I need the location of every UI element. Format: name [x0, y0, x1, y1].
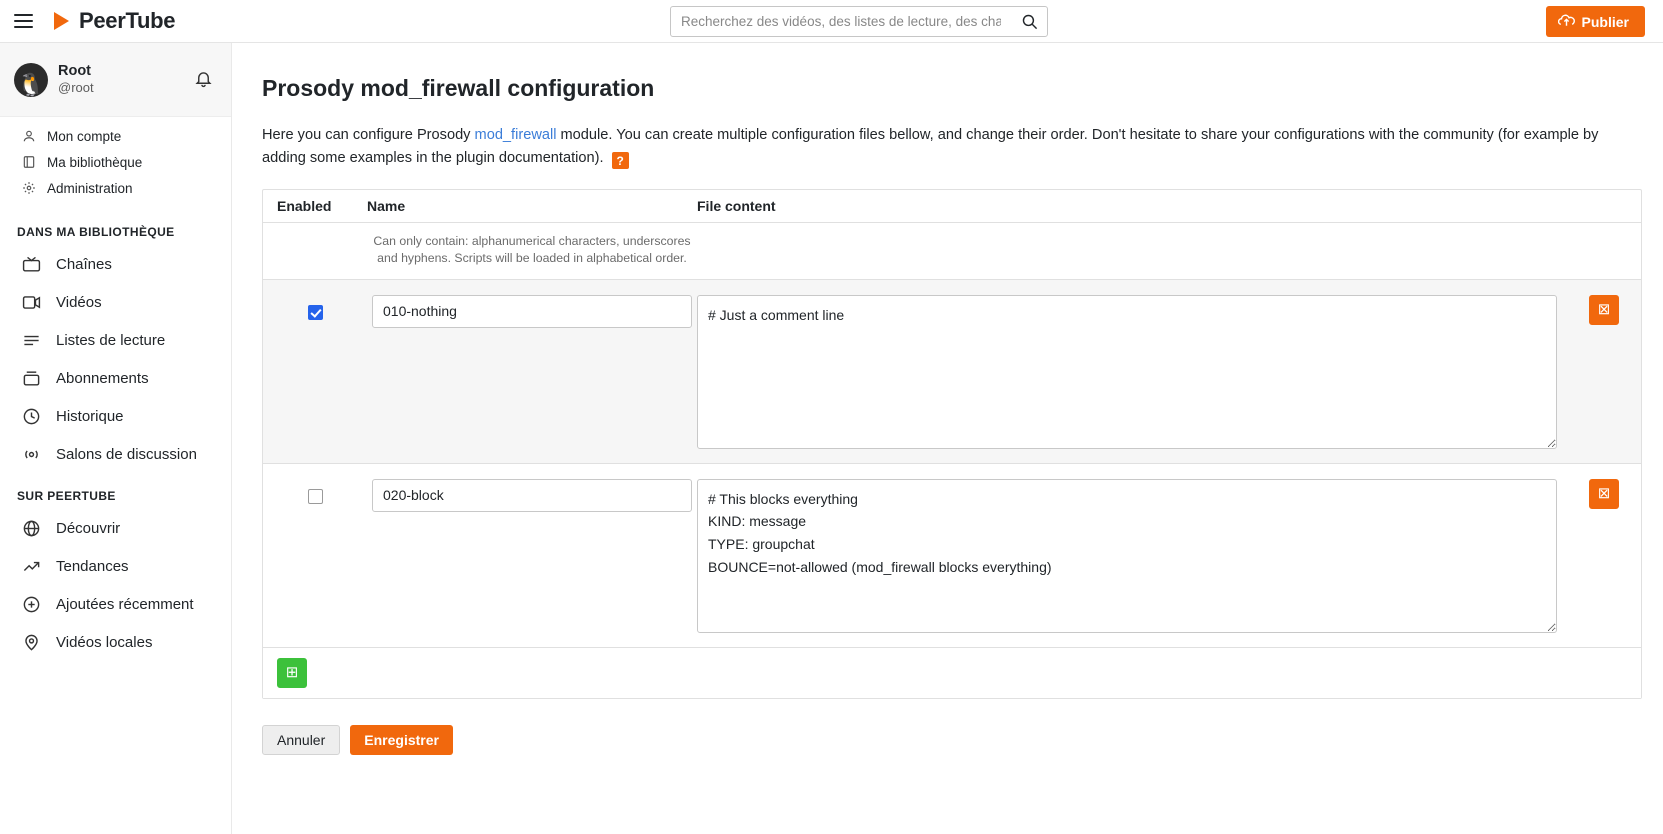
video-icon — [20, 293, 42, 312]
gear-icon — [20, 181, 37, 195]
column-header-file-content: File content — [697, 198, 776, 215]
delete-row-button[interactable]: ⊠ — [1589, 479, 1619, 509]
mod-firewall-link[interactable]: mod_firewall — [474, 127, 557, 143]
sidebar-item-administration[interactable] — [0, 175, 231, 201]
main-content — [232, 43, 1663, 834]
sidebar-item-videos[interactable] — [0, 283, 231, 321]
bell-icon[interactable] — [194, 69, 213, 93]
library-icon — [20, 155, 37, 169]
avatar[interactable]: 🐧 — [14, 63, 48, 97]
row-actions-cell — [1567, 479, 1641, 509]
play-triangle-icon — [54, 12, 69, 30]
user-icon — [20, 129, 37, 143]
firewall-config-table — [262, 189, 1642, 698]
sidebar-item-label: Ma bibliothèque — [47, 154, 143, 170]
sidebar-section-peertube-title: SUR PEERTUBE — [17, 489, 116, 503]
upload-cloud-icon — [1558, 13, 1575, 30]
sidebar-item-label: Listes de lecture — [56, 331, 166, 349]
table-row — [263, 464, 1641, 648]
row-enabled-cell — [263, 295, 367, 320]
publish-label: Publier — [1581, 13, 1629, 30]
tv-icon — [20, 255, 42, 274]
sidebar-peertube-items — [0, 509, 231, 661]
sidebar-item-label: Découvrir — [56, 519, 121, 537]
subscriptions-icon — [20, 369, 42, 388]
sidebar-item-abonnements[interactable] — [0, 359, 231, 397]
help-badge[interactable]: ? — [612, 152, 629, 169]
row-enabled-cell — [263, 479, 367, 504]
intro-text-after: module. You can create multiple configuration files bellow, and change their order. Don't hesitate to share your configurations with the community (for example by adding some examples in the plugin documentation). — [262, 127, 1599, 166]
table-footer — [263, 648, 1641, 698]
form-actions — [262, 725, 1637, 755]
column-header-enabled: Enabled — [277, 198, 332, 215]
sidebar-item-label: Mon compte — [47, 128, 122, 144]
sidebar-item-salons-de-discussion[interactable] — [0, 435, 231, 473]
row-name-cell — [367, 479, 697, 512]
name-input[interactable] — [372, 479, 692, 512]
enabled-checkbox[interactable] — [308, 489, 323, 504]
sidebar-item-label: Salons de discussion — [56, 445, 197, 463]
account-box[interactable] — [0, 43, 231, 117]
top-bar — [0, 0, 1663, 43]
add-row-button[interactable]: ⊞ — [277, 658, 307, 688]
page-title: Prosody mod_firewall configuration — [262, 75, 655, 101]
sidebar-item-ajoutees-recemment[interactable] — [0, 585, 231, 623]
sidebar-item-label: Tendances — [56, 557, 129, 575]
sidebar-item-label: Vidéos locales — [56, 633, 153, 651]
trending-icon — [20, 557, 42, 576]
account-handle: @root — [58, 80, 94, 96]
peertube-logo[interactable] — [54, 8, 175, 34]
sidebar-item-label: Chaînes — [56, 255, 112, 273]
hamburger-icon[interactable] — [0, 0, 46, 43]
sidebar — [0, 43, 232, 834]
delete-row-button[interactable]: ⊠ — [1589, 295, 1619, 325]
sidebar-section-library-title: DANS MA BIBLIOTHÈQUE — [17, 225, 175, 239]
column-header-name: Name — [367, 198, 406, 215]
account-display-name: Root — [58, 63, 92, 80]
brand-name: PeerTube — [79, 8, 176, 33]
sidebar-item-label: Historique — [56, 407, 124, 425]
file-content-textarea[interactable] — [697, 295, 1557, 449]
row-content-cell — [697, 479, 1567, 633]
sidebar-library-items — [0, 245, 231, 473]
intro-text-before: Here you can configure Prosody — [262, 127, 475, 143]
sidebar-item-historique[interactable] — [0, 397, 231, 435]
plus-circle-icon — [20, 595, 42, 614]
search-input[interactable] — [671, 7, 1011, 36]
sidebar-item-label: Ajoutées récemment — [56, 595, 194, 613]
row-actions-cell — [1567, 295, 1641, 325]
chat-room-icon — [20, 445, 42, 464]
save-button[interactable]: Enregistrer — [350, 725, 453, 755]
search-icon[interactable] — [1011, 7, 1047, 36]
sidebar-item-chaines[interactable] — [0, 245, 231, 283]
playlist-icon — [20, 331, 42, 350]
intro-paragraph — [262, 124, 1637, 169]
sidebar-item-label: Administration — [47, 180, 133, 196]
file-content-textarea[interactable] — [697, 479, 1557, 633]
table-row — [263, 280, 1641, 464]
sidebar-item-videos-locales[interactable] — [0, 623, 231, 661]
globe-icon — [20, 519, 42, 538]
sidebar-item-tendances[interactable] — [0, 547, 231, 585]
name-hint-text: Can only contain: alphanumerical characters, underscores and hyphens. Scripts will be loaded in alphabetical order. — [373, 234, 691, 265]
table-header — [263, 190, 1641, 223]
name-input[interactable] — [372, 295, 692, 328]
history-icon — [20, 407, 42, 426]
sidebar-item-mon-compte[interactable] — [0, 123, 231, 149]
sidebar-item-label: Vidéos — [56, 293, 102, 311]
row-content-cell — [697, 295, 1567, 449]
publish-button[interactable] — [1546, 6, 1645, 37]
name-hint-row — [263, 223, 1641, 279]
search-box[interactable] — [670, 6, 1048, 37]
row-name-cell — [367, 295, 697, 328]
pin-icon — [20, 633, 42, 652]
sidebar-item-listes-de-lecture[interactable] — [0, 321, 231, 359]
enabled-checkbox[interactable] — [308, 305, 323, 320]
sidebar-item-decouvrir[interactable] — [0, 509, 231, 547]
cancel-button[interactable]: Annuler — [262, 725, 340, 755]
sidebar-item-ma-bibliotheque[interactable] — [0, 149, 231, 175]
sidebar-item-label: Abonnements — [56, 369, 149, 387]
sidebar-quick-links — [0, 117, 231, 209]
